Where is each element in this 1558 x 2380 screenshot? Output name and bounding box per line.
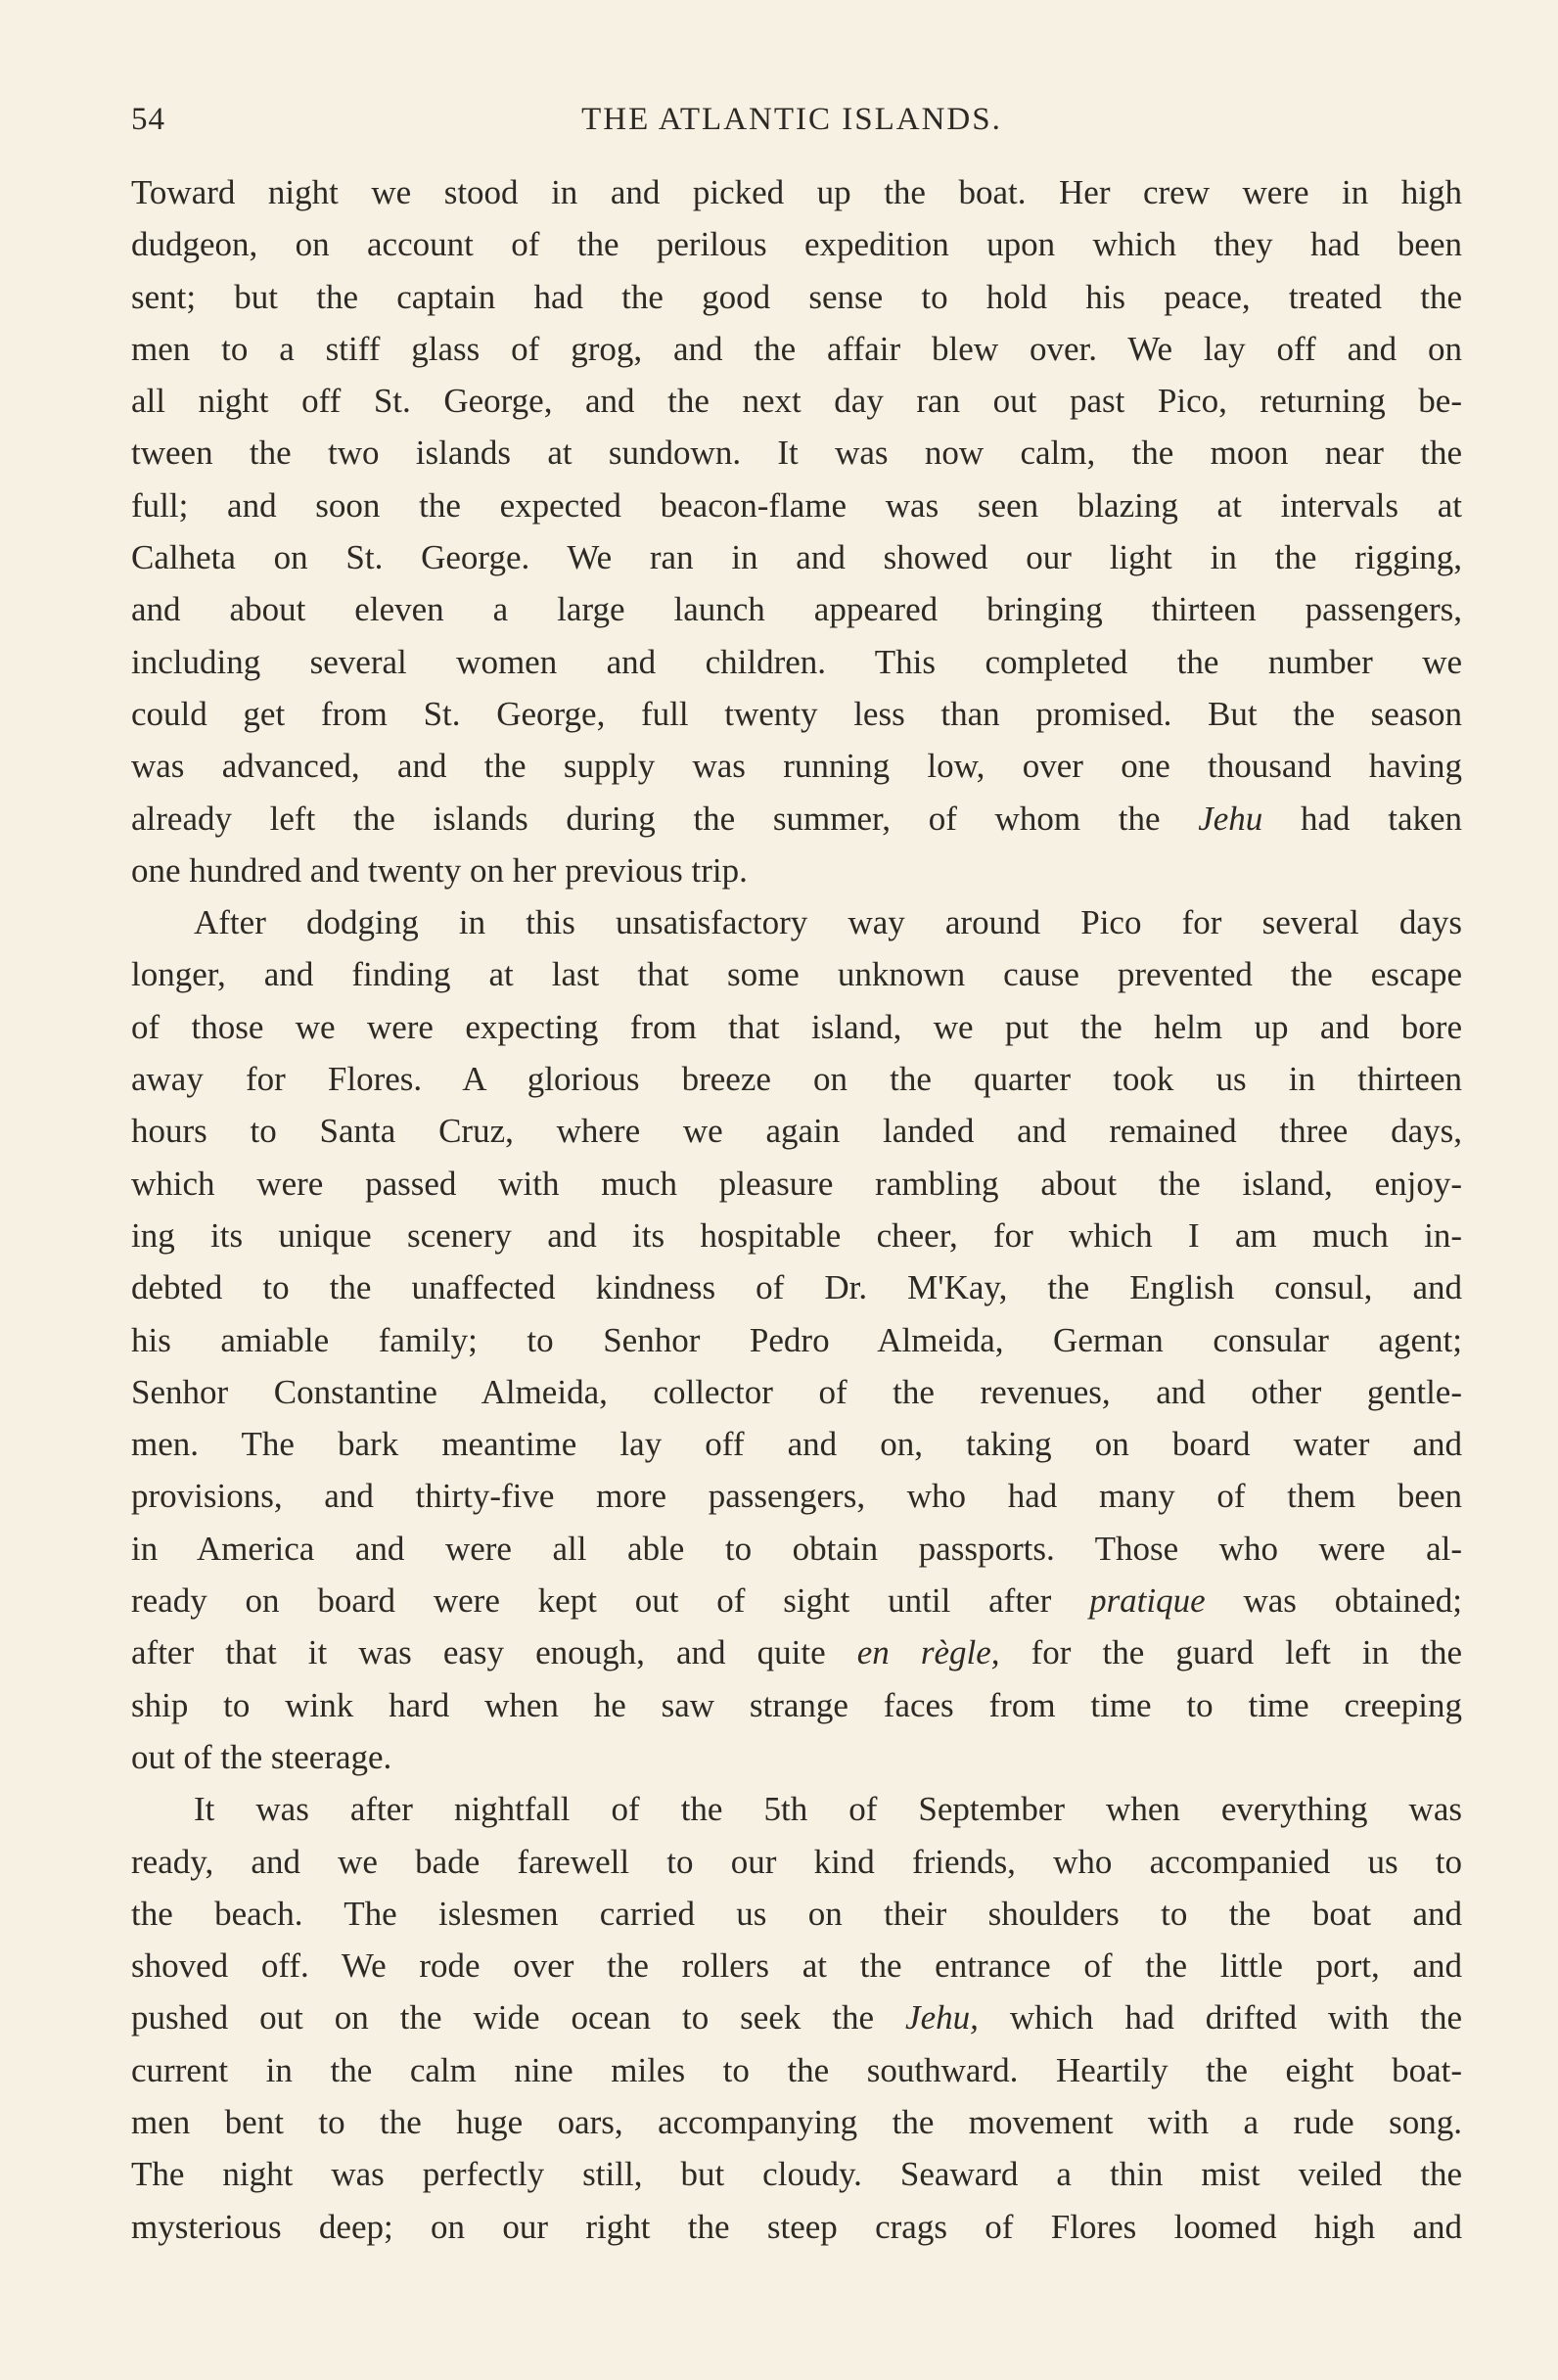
text-line: shoved off. We rode over the rollers at the entrance of the little port, and bbox=[131, 1946, 1462, 1986]
text-line: pushed out on the wide ocean to seek the Jehu, which had drifted with the bbox=[131, 1998, 1462, 2037]
text-line: men bent to the huge oars, accompanying the movement with a rude song. bbox=[131, 2102, 1462, 2141]
text-line: mysterious deep; on our right the steep crags of Flores loomed high and bbox=[131, 2207, 1462, 2246]
text-line: ready on board were kept out of sight until after pratique was obtained; bbox=[131, 1581, 1462, 1621]
italic-term: en règle, bbox=[856, 1633, 1000, 1672]
text-line: already left the islands during the summer, of whom the Jehu had taken bbox=[131, 799, 1462, 838]
italic-term: pratique bbox=[1089, 1581, 1206, 1621]
text-line: The night was perfectly still, but cloudy. Seaward a thin mist veiled the bbox=[131, 2155, 1462, 2194]
text-line: in America and were all able to obtain passports. Those who were al- bbox=[131, 1529, 1462, 1568]
text-line: and about eleven a large launch appeared bringing thirteen passengers, bbox=[131, 590, 1462, 629]
text-line: men. The bark meantime lay off and on, taking on board water and bbox=[131, 1425, 1462, 1464]
text-line: Senhor Constantine Almeida, collector of the revenues, and other gentle- bbox=[131, 1372, 1462, 1411]
running-title: THE ATLANTIC ISLANDS. bbox=[581, 102, 1002, 137]
text-line: of those we were expecting from that island, we put the helm up and bore bbox=[131, 1007, 1462, 1046]
text-line: was advanced, and the supply was running low, over one thousand having bbox=[131, 747, 1462, 786]
text-line: dudgeon, on account of the perilous expedition upon which they had been bbox=[131, 225, 1462, 264]
page-number: 54 bbox=[131, 102, 165, 137]
text-line: which were passed with much pleasure rambling about the island, enjoy- bbox=[131, 1164, 1462, 1203]
text-line: men to a stiff glass of grog, and the affair blew over. We lay off and on bbox=[131, 329, 1462, 368]
page-header bbox=[131, 102, 1452, 151]
text-line: longer, and finding at last that some unknown cause prevented the escape bbox=[131, 955, 1462, 994]
text-line: After dodging in this unsatisfactory way around Pico for several days bbox=[194, 903, 1462, 942]
text-line: ing its unique scenery and its hospitable cheer, for which I am much in- bbox=[131, 1215, 1462, 1255]
text-line: full; and soon the expected beacon-flame was seen blazing at intervals at bbox=[131, 485, 1462, 525]
text-line: sent; but the captain had the good sense to hold his peace, treated the bbox=[131, 277, 1462, 316]
text-line: one hundred and twenty on her previous trip. bbox=[131, 850, 748, 890]
text-line: Toward night we stood in and picked up the boat. Her crew were in high bbox=[131, 173, 1462, 211]
text-line: ship to wink hard when he saw strange faces from time to time creeping bbox=[131, 1685, 1462, 1724]
text-line: tween the two islands at sundown. It was now calm, the moon near the bbox=[131, 434, 1462, 473]
text-line: Calheta on St. George. We ran in and showed our light in the rigging, bbox=[131, 538, 1462, 577]
body-text bbox=[131, 166, 1462, 2253]
text-line: away for Flores. A glorious breeze on the quarter took us in thirteen bbox=[131, 1060, 1462, 1099]
text-line: It was after nightfall of the 5th of September when everything was bbox=[194, 1790, 1462, 1829]
text-line: ready, and we bade farewell to our kind friends, who accompanied us to bbox=[131, 1842, 1462, 1881]
text-line: his amiable family; to Senhor Pedro Almeida, German consular agent; bbox=[131, 1320, 1462, 1359]
italic-ship-name: Jehu bbox=[1198, 799, 1263, 838]
text-line: could get from St. George, full twenty less than promised. But the season bbox=[131, 694, 1462, 733]
text-line: provisions, and thirty-five more passengers, who had many of them been bbox=[131, 1477, 1462, 1516]
text-line: out of the steerage. bbox=[131, 1737, 392, 1776]
text-line: debted to the unaffected kindness of Dr. M'Kay, the English consul, and bbox=[131, 1268, 1462, 1307]
text-line: current in the calm nine miles to the southward. Heartily the eight boat- bbox=[131, 2050, 1462, 2089]
text-line: all night off St. George, and the next day ran out past Pico, returning be- bbox=[131, 382, 1462, 421]
text-line: including several women and children. This completed the number we bbox=[131, 642, 1462, 681]
text-line: hours to Santa Cruz, where we again landed and remained three days, bbox=[131, 1112, 1462, 1151]
italic-ship-name: Jehu, bbox=[905, 1998, 979, 2037]
text-line: after that it was easy enough, and quite en règle, for the guard left in the bbox=[131, 1633, 1462, 1672]
text-line: the beach. The islesmen carried us on their shoulders to the boat and bbox=[131, 1894, 1462, 1933]
